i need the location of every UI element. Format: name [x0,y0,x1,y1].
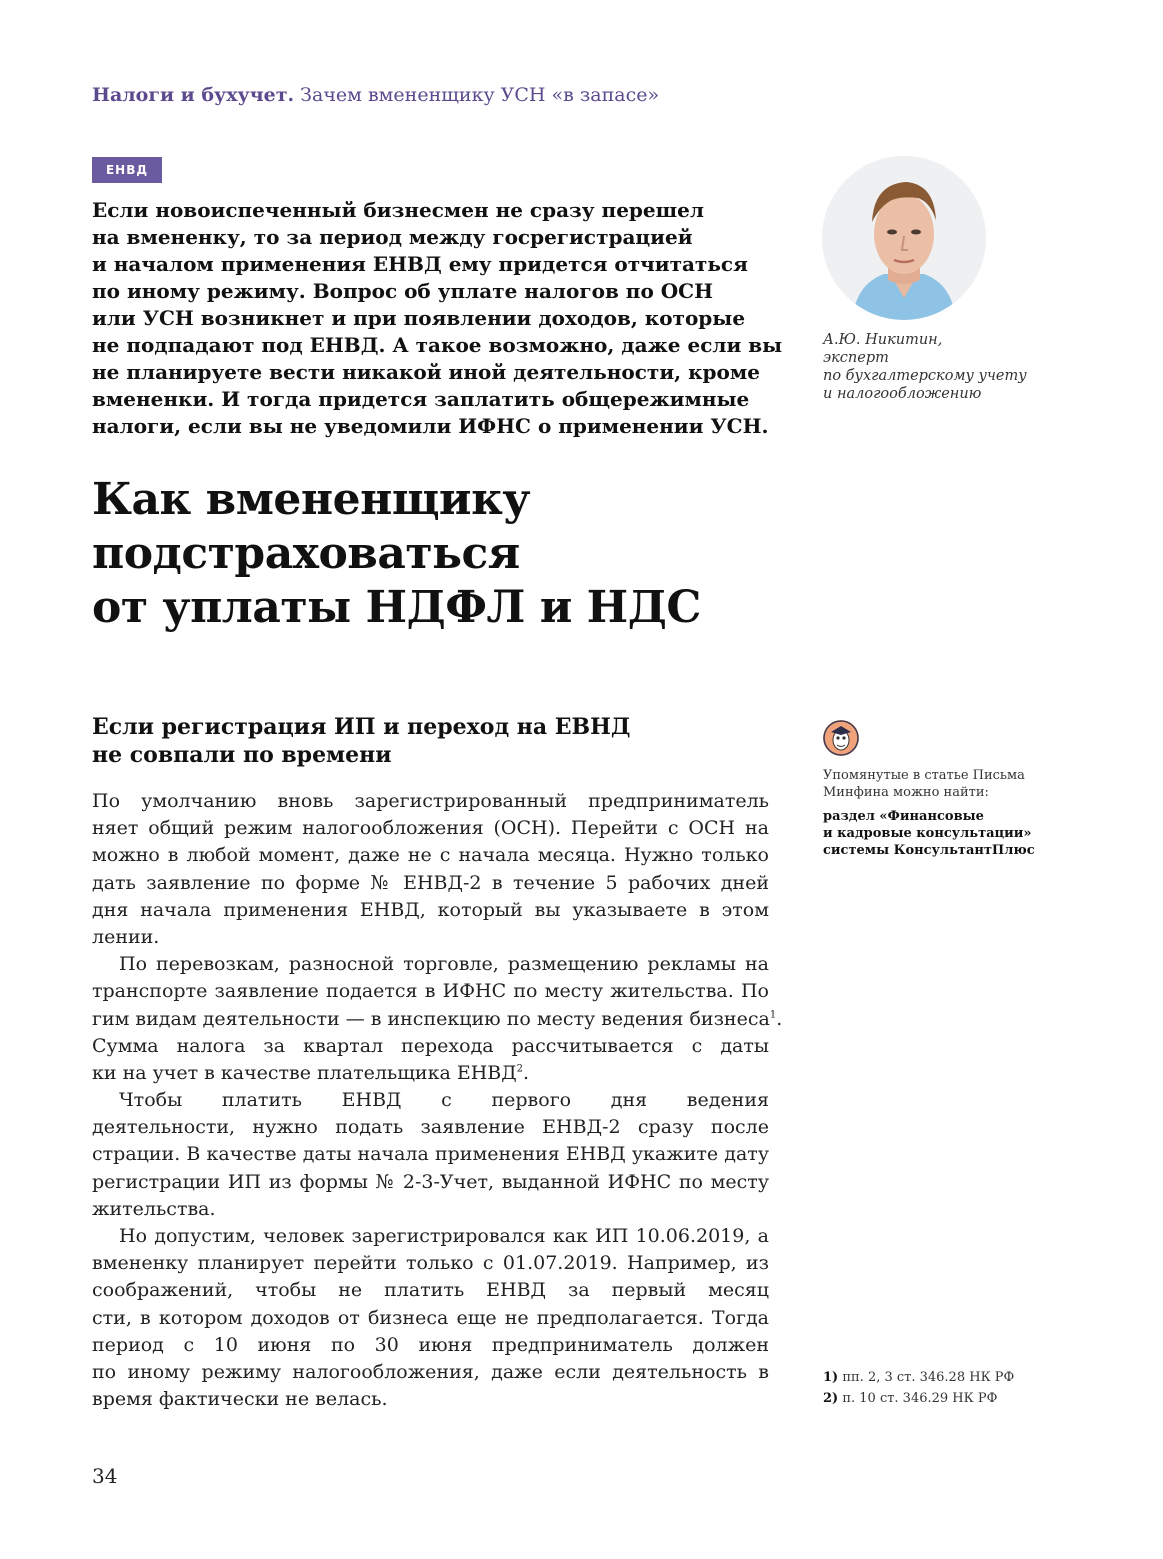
author-name: А.Ю. Никитин, [823,332,943,348]
lead-line: не подпадают под ЕНВД. А такое возможно, даже если вы [92,333,783,357]
body-line: страции. В качестве даты начала применения ЕНВД укажите дату [92,1143,769,1166]
body-line: ки на учет в качестве плательщика ЕНВД [92,1061,517,1084]
headline-line: подстраховаться [92,528,520,579]
lead-line: Если новоиспеченный бизнесмен не сразу перешел [92,198,704,222]
body-line: По умолчанию вновь зарегистрированный предприниматель [92,790,769,812]
footnote-ref-1[interactable]: 1 [769,1009,777,1021]
body-line: дать заявление по форме № ЕНВД-2 в течение 5 рабочих дней [92,871,769,894]
body-line: можно в любой момент, даже не с начала месяца. Нужно только [92,844,769,867]
rubric-badge: ЕНВД [92,157,162,183]
author-photo [822,156,986,320]
author-role-line: по бухгалтерскому учету [823,368,1027,384]
body-line: Чтобы платить ЕНВД с первого дня ведения [119,1089,769,1112]
reference-note [823,767,1083,859]
author-role-line: эксперт [823,350,889,366]
footnote-text: пп. 2, 3 ст. 346.28 НК РФ [842,1370,1015,1385]
body-line-with-footnote: ки на учет в качестве плательщика ЕНВД$^2$. [92,1061,530,1084]
lead-line: на вмененку, то за период между госрегистрацией [92,225,693,249]
lead-line: по иному режиму. Вопрос об уплате налогов по ОСН [92,279,713,303]
ref-source-line: системы КонсультантПлюс [823,843,1035,858]
section-subheading [92,713,772,769]
paragraph-2 [92,951,783,1087]
footnote-1 [823,1367,1083,1388]
body-line: транспорте заявление подается в ИФНС по месту жительства. По [92,980,769,1003]
ref-source-line: и кадровые консультации» [823,826,1032,841]
footnote-number: 1) [823,1370,839,1385]
footnote-2 [823,1388,1083,1409]
footnote-ref-2[interactable]: 2 [516,1063,524,1075]
footnote-number: 2) [823,1391,839,1406]
paragraph-1 [92,788,769,951]
body-line: соображений, чтобы не платить ЕНВД за первый месяц [92,1279,769,1302]
footnote-text: п. 10 ст. 346.29 НК РФ [842,1391,998,1406]
body-line: деятельности, нужно подать заявление ЕНВД-2 сразу после [92,1116,769,1139]
consultant-mascot-icon [823,720,859,756]
article-body [92,788,783,1413]
lead-line: вмененки. И тогда придется заплатить общережимные [92,387,750,411]
lead-paragraph [92,197,792,440]
ref-intro-line: Минфина можно найти: [823,785,989,800]
body-line: Но допустим, человек зарегистрировался как ИП 10.06.2019, а [119,1225,769,1248]
body-line: время фактически не велась. [92,1388,388,1411]
author-role-line: и налогообложению [823,386,982,402]
body-line: вмененку планирует перейти только с 01.07.2019. Например, из [92,1252,769,1275]
body-line: период с 10 июня по 30 июня предприниматель должен [92,1333,769,1356]
subhead-line: не совпали по времени [92,742,392,768]
lead-line: и началом применения ЕНВД ему придется отчитаться [92,252,748,276]
paragraph-3 [92,1087,769,1223]
article-headline [92,473,852,635]
body-line: по иному режиму налогообложения, даже если деятельность в [92,1361,769,1383]
author-portrait-icon [822,156,986,320]
lead-line: налоги, если вы не уведомили ИФНС о применении УСН. [92,414,769,438]
headline-line: Как вмененщику [92,474,531,525]
header-title: Зачем вмененщику УСН «в запасе» [300,84,660,106]
body-line: По перевозкам, разносной торговле, размещению рекламы на [119,953,769,976]
subhead-line: Если регистрация ИП и переход на ЕВНД [92,714,631,740]
lead-line: не планируете вести никакой иной деятельности, кроме [92,360,760,384]
lead-line: или УСН возникнет и при появлении доходов, которые [92,306,746,330]
running-header [92,84,792,106]
footnotes [823,1367,1083,1409]
body-line: жительства. [92,1197,216,1220]
body-line: лении. [92,925,160,948]
body-line: дня начала применения ЕНВД, который вы указываете в этом [92,898,769,921]
ref-intro-line: Упомянутые в статье Письма [823,768,1025,783]
headline-line: от уплаты НДФЛ и НДС [92,582,701,633]
page-number: 34 [92,1464,118,1488]
paragraph-4 [92,1223,769,1413]
body-line: Сумма налога за квартал перехода рассчитывается с даты [92,1034,769,1057]
ref-source-line: раздел «Финансовые [823,809,984,824]
body-line: регистрации ИП из формы № 2-3-Учет, выданной ИФНС по месту [92,1170,769,1193]
body-line: гим видам деятельности — в инспекцию по месту ведения бизнеса [92,1007,770,1030]
body-line-with-footnote: гим видам деятельности — в инспекцию по месту ведения бизнеса$^1$. [92,1007,783,1030]
body-line: няет общий режим налогообложения (ОСН). Перейти с ОСН на [92,817,769,840]
author-caption [823,331,1073,403]
header-section: Налоги и бухучет. [92,84,295,106]
body-line: сти, в котором доходов от бизнеса еще не предполагается. Тогда [92,1306,769,1329]
